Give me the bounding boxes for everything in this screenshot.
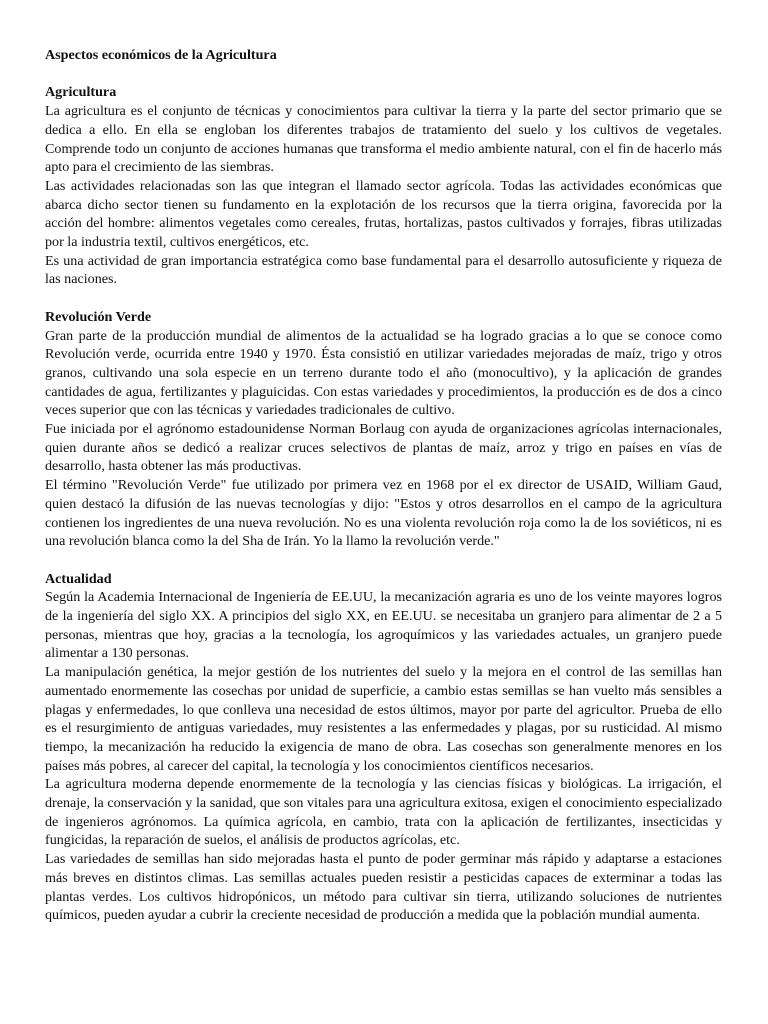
paragraph: Es una actividad de gran importancia estratégica como base fundamental para el desarrollo autosuficiente y riqueza de las naciones. bbox=[45, 252, 722, 288]
paragraph: Fue iniciada por el agrónomo estadounidense Norman Borlaug con ayuda de organizaciones agrícolas internacionales, quien durante años se dedicó a realizar cruces selectivos de plantas de maíz, arroz y trigo en países en vías de desarrollo, hasta obtener las más productivas. bbox=[45, 421, 722, 475]
section-heading: Agricultura bbox=[45, 84, 117, 101]
section-heading: Actualidad bbox=[45, 570, 112, 587]
section-actualidad bbox=[45, 570, 722, 925]
paragraph: El término "Revolución Verde" fue utilizado por primera vez en 1968 por el ex director de USAID, William Gaud, quien destacó la difusión de las nuevas tecnologías y dijo: "Estos y otros desarrollos en el campo de la agricultura contienen los ingredientes de una nueva revolución. No es una violenta revolución roja como la de los soviéticos, ni es una revolución blanca como la del Sha de Irán. Yo la llamo la revolución verde." bbox=[45, 477, 722, 550]
paragraph: Según la Academia Internacional de Ingeniería de EE.UU, la mecanización agraria es uno de los veinte mayores logros de la ingeniería del siglo XX. A principios del siglo XX, en EE.UU. se necesitaba un granjero para alimentar de 2 a 5 personas, mientras que hoy, gracias a la tecnología, los agroquímicos y las variedades actuales, un granjero puede alimentar a 130 personas. bbox=[45, 589, 722, 662]
section-agricultura bbox=[45, 83, 722, 289]
paragraph: La agricultura es el conjunto de técnicas y conocimientos para cultivar la tierra y la parte del sector primario que se dedica a ello. En ella se engloban los diferentes trabajos de tratamiento del suelo y los cultivos de vegetales. Comprende todo un conjunto de acciones humanas que transforma el medio ambiente natural, con el fin de hacerlo más apto para el crecimiento de las siembras. bbox=[45, 103, 722, 176]
paragraph: La agricultura moderna depende enormemente de la tecnología y las ciencias físicas y biológicas. La irrigación, el drenaje, la conservación y la sanidad, que son vitales para una agricultura exitosa, exigen el conocimiento especializado de ingenieros agrónomos. La química agrícola, en cambio, trata con la aplicación de fertilizantes, insecticidas y fungicidas, la reparación de suelos, el análisis de productos agrícolas, etc. bbox=[45, 776, 722, 849]
document-page bbox=[45, 46, 722, 944]
paragraph: La manipulación genética, la mejor gestión de los nutrientes del suelo y la mejora en el control de las semillas han aumentado enormemente las cosechas por unidad de superficie, a cambio estas semillas se han vuelto más sensibles a plagas y enfermedades, lo que conlleva una necesidad de estos últimos, mayor por parte del agricultor. Prueba de ello es el resurgimiento de antiguas variedades, muy resistentes a las enfermedades y plagas, por su rusticidad. Al mismo tiempo, la mecanización ha reducido la exigencia de mano de obra. Las cosechas son generalmente menores en los países más pobres, al carecer del capital, la tecnología y los conocimientos científicos necesarios. bbox=[45, 664, 722, 774]
section-heading: Revolución Verde bbox=[45, 308, 152, 325]
paragraph: Las variedades de semillas han sido mejoradas hasta el punto de poder germinar más rápido y adaptarse a estaciones más breves en distintos climas. Las semillas actuales pueden resistir a pesticidas capaces de exterminar a todas las plantas verdes. Los cultivos hidropónicos, un método para cultivar sin tierra, utilizando soluciones de nutrientes químicos, pueden ayudar a cubrir la creciente necesidad de producción a medida que la población mundial aumenta. bbox=[45, 851, 722, 924]
document-title: Aspectos económicos de la Agricultura bbox=[45, 47, 277, 63]
section-revolucion-verde bbox=[45, 308, 722, 551]
paragraph: Gran parte de la producción mundial de alimentos de la actualidad se ha logrado gracias a lo que se conoce como Revolución verde, ocurrida entre 1940 y 1970. Ésta consistió en utilizar variedades mejoradas de maíz, trigo y otros granos, cultivando una sola especie en un terreno durante todo el año (monocultivo), y la aplicación de grandes cantidades de agua, fertilizantes y plaguicidas. Con estas variedades y procedimientos, la producción es de dos a cinco veces superior que con las técnicas y variedades tradicionales de cultivo. bbox=[45, 327, 722, 419]
paragraph: Las actividades relacionadas son las que integran el llamado sector agrícola. Todas las actividades económicas que abarca dicho sector tienen su fundamento en la explotación de los recursos que la tierra origina, favorecida por la acción del hombre: alimentos vegetales como cereales, frutas, hortalizas, pastos cultivados y forrajes, fibras utilizadas por la industria textil, cultivos energéticos, etc. bbox=[45, 177, 722, 251]
